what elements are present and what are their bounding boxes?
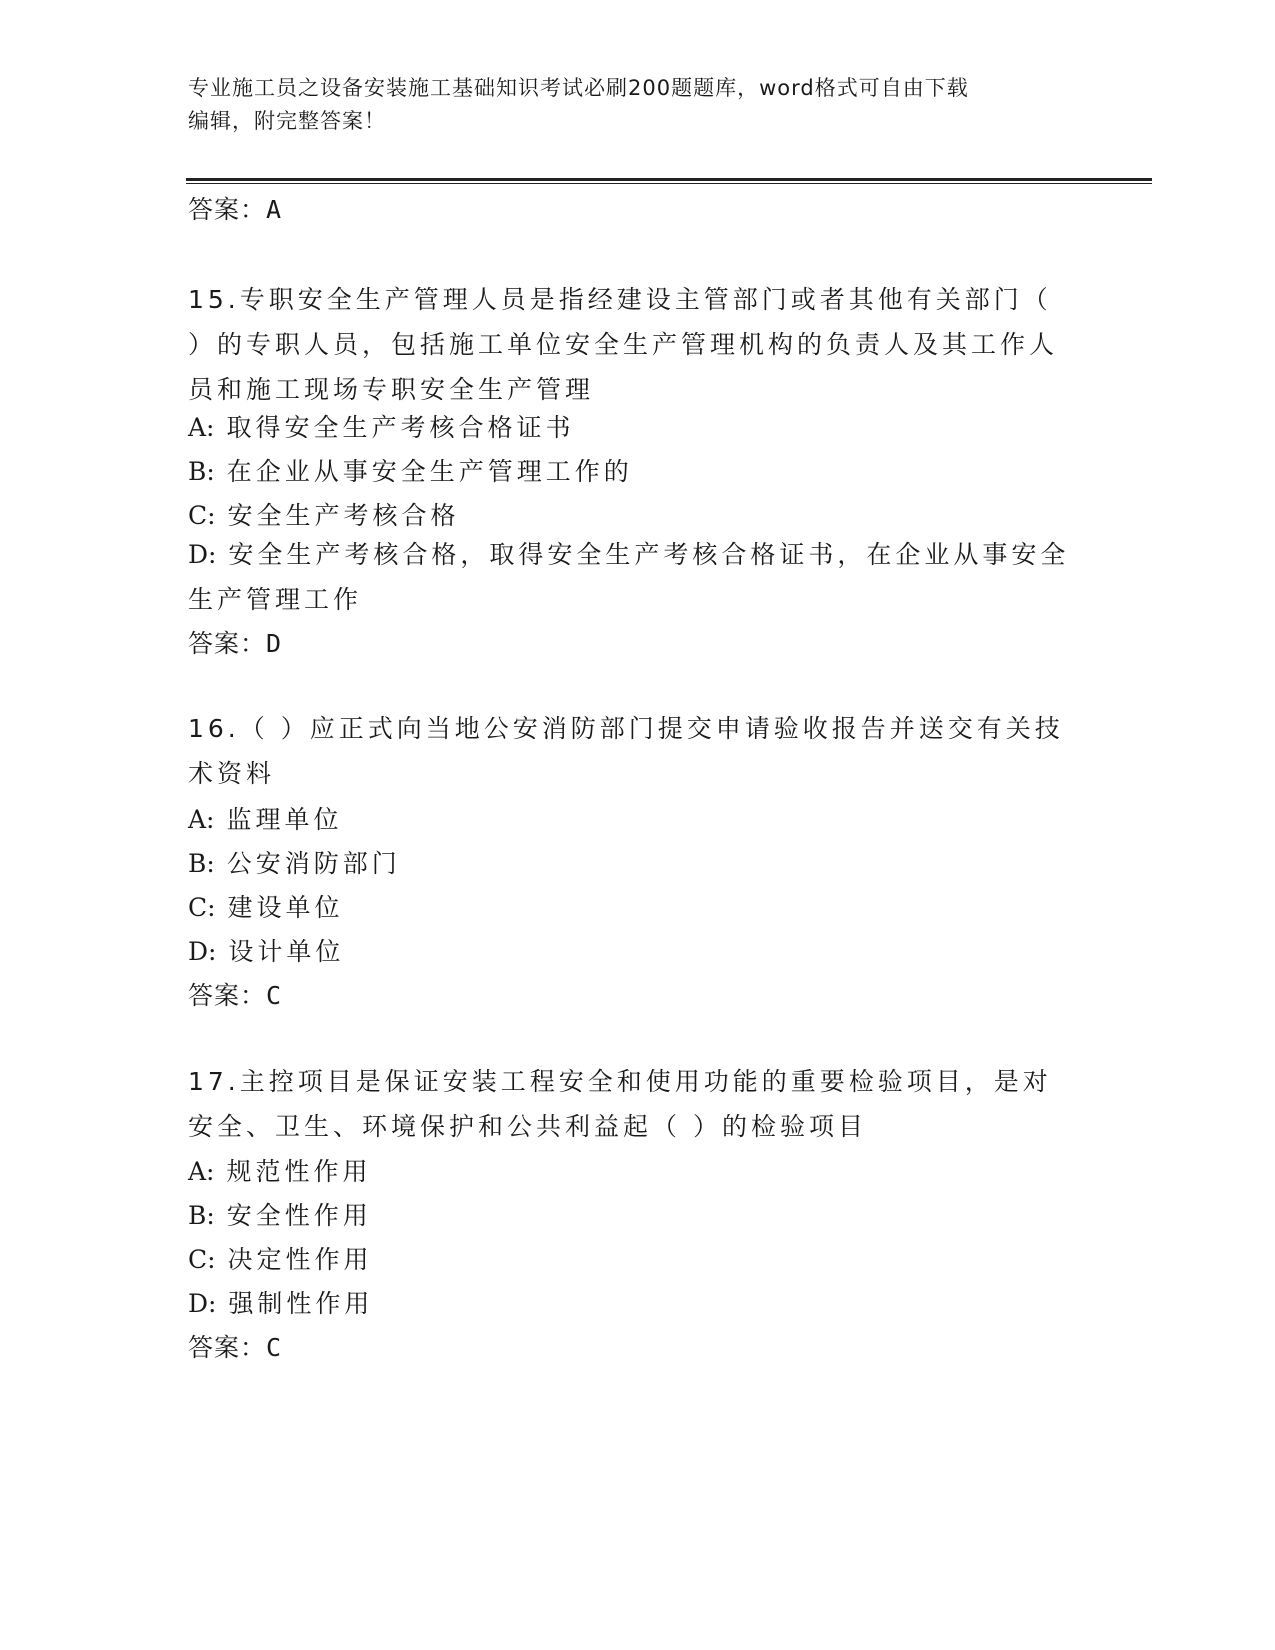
answer-label: 答案： bbox=[188, 1333, 267, 1362]
option-letter: B: bbox=[188, 1201, 215, 1230]
question-17-option-c bbox=[188, 1240, 373, 1276]
option-text: 在企业从事安全生产管理工作的 bbox=[226, 457, 633, 486]
option-letter: D: bbox=[188, 540, 217, 569]
question-15-answer bbox=[188, 624, 282, 660]
answer-value: A bbox=[266, 195, 283, 224]
question-16-option-a bbox=[188, 800, 342, 836]
header-rule-thin bbox=[186, 183, 1152, 184]
option-letter: C: bbox=[188, 501, 216, 530]
header-line-1: 专业施工员之设备安装施工基础知识考试必刷200题题库，word格式可自由下载 bbox=[188, 76, 969, 100]
question-15-option-a bbox=[188, 408, 574, 444]
question-16-option-d bbox=[188, 932, 344, 968]
answer-value: C bbox=[266, 1333, 283, 1362]
option-letter: D: bbox=[188, 1289, 217, 1318]
answer-label: 答案： bbox=[188, 981, 267, 1010]
question-15-option-d bbox=[188, 532, 1078, 622]
option-text: 监理单位 bbox=[226, 805, 343, 834]
answer-value: C bbox=[266, 981, 283, 1010]
question-15-option-c bbox=[188, 496, 460, 532]
option-text: 设计单位 bbox=[228, 937, 345, 966]
question-16-answer bbox=[188, 976, 282, 1012]
question-16-option-b bbox=[188, 844, 401, 880]
answer-label: 答案： bbox=[188, 195, 267, 224]
option-text: 规范性作用 bbox=[226, 1157, 372, 1186]
question-17-option-b bbox=[188, 1196, 372, 1232]
option-letter: C: bbox=[188, 893, 216, 922]
question-15-option-b bbox=[188, 452, 633, 488]
header-rule-thick bbox=[186, 178, 1152, 181]
option-text: 安全生产考核合格，取得安全生产考核合格证书，在企业从事安全生产管理工作 bbox=[188, 540, 1070, 614]
previous-answer bbox=[188, 190, 282, 226]
option-text: 安全生产考核合格 bbox=[227, 501, 460, 530]
answer-label: 答案： bbox=[188, 629, 267, 658]
question-15-text: 15.专职安全生产管理人员是指经建设主管部门或者其他有关部门（ ）的专职人员，包括施工单位安全生产管理机构的负责人及其工作人员和施工现场专职安全生产管理 bbox=[188, 285, 1059, 404]
option-text: 强制性作用 bbox=[228, 1289, 374, 1318]
question-16-option-c bbox=[188, 888, 344, 924]
option-text: 决定性作用 bbox=[227, 1245, 373, 1274]
question-17-option-d bbox=[188, 1284, 373, 1320]
question-17-text: 17.主控项目是保证安装工程安全和使用功能的重要检验项目，是对安全、卫生、环境保护和公共利益起（ ）的检验项目 bbox=[188, 1067, 1052, 1141]
option-letter: A: bbox=[188, 805, 215, 834]
header-line-2: 编辑，附完整答案！ bbox=[188, 109, 386, 133]
option-letter: A: bbox=[188, 413, 215, 442]
option-text: 公安消防部门 bbox=[226, 849, 401, 878]
question-17-answer bbox=[188, 1328, 282, 1364]
option-text: 建设单位 bbox=[227, 893, 344, 922]
option-letter: A: bbox=[188, 1157, 215, 1186]
option-letter: B: bbox=[188, 849, 215, 878]
document-header bbox=[188, 72, 1088, 138]
option-text: 取得安全生产考核合格证书 bbox=[226, 413, 575, 442]
option-letter: C: bbox=[188, 1245, 216, 1274]
answer-value: D bbox=[266, 629, 283, 658]
question-16-text: 16.（ ）应正式向当地公安消防部门提交申请验收报告并送交有关技术资料 bbox=[188, 714, 1064, 788]
option-text: 安全性作用 bbox=[226, 1201, 372, 1230]
option-letter: D: bbox=[188, 937, 217, 966]
option-letter: B: bbox=[188, 457, 215, 486]
question-17-option-a bbox=[188, 1152, 371, 1188]
